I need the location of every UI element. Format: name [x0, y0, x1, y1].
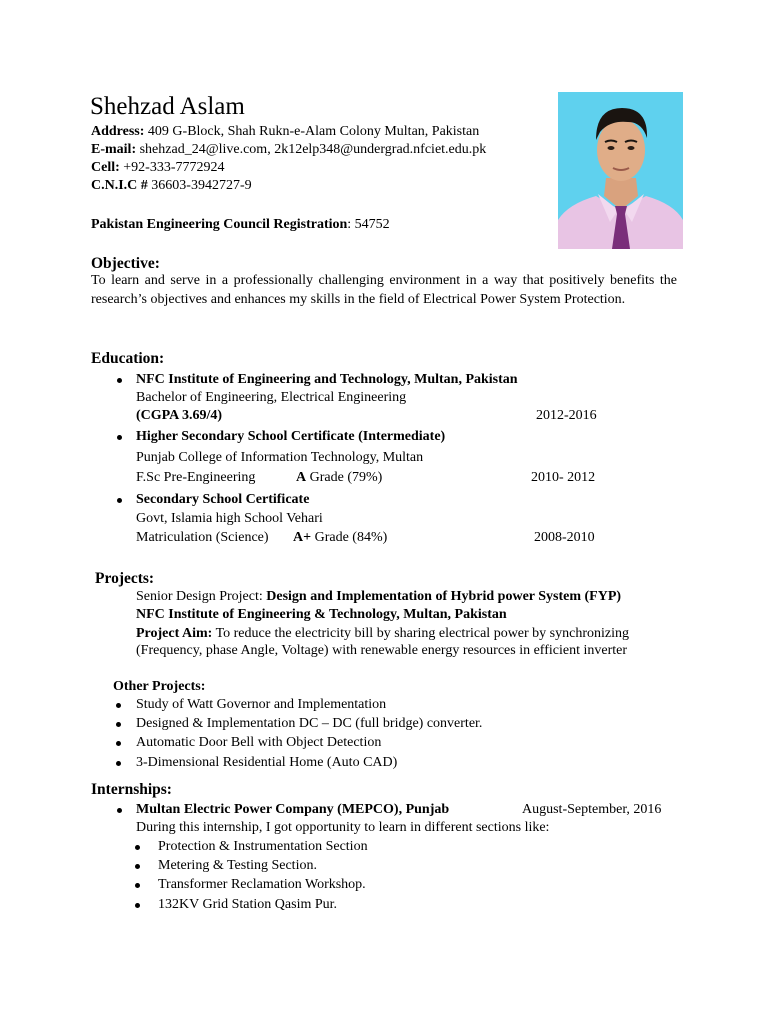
- internship-intro: During this internship, I got opportunity to learn in different sections like:: [136, 820, 550, 835]
- education-heading: Education:: [91, 350, 165, 367]
- address-label: Address:: [91, 124, 145, 139]
- cell-line: [91, 159, 225, 177]
- bullet-icon: [135, 864, 140, 869]
- edu-1-line2: (CGPA 3.69/4): [136, 408, 223, 423]
- projects-heading: Projects:: [95, 570, 155, 587]
- bullet-icon: [117, 498, 122, 503]
- pec-value: : 54752: [347, 217, 390, 232]
- edu-3-years: 2008-2010: [534, 530, 595, 545]
- other-project-4: 3-Dimensional Residential Home (Auto CAD): [136, 755, 398, 770]
- internship-section-3: Transformer Reclamation Workshop.: [158, 877, 366, 892]
- project-aim-line: [136, 626, 629, 642]
- objective-heading: Objective:: [91, 255, 160, 272]
- project-aim-text: To reduce the electricity bill by sharing electrical power by synchronizing: [212, 626, 629, 641]
- project-aim-label: Project Aim:: [136, 626, 213, 641]
- address-line: [91, 123, 479, 141]
- cnic-line: [91, 177, 252, 195]
- internship-section-2: Metering & Testing Section.: [158, 858, 317, 873]
- edu-2-grade: [296, 470, 382, 486]
- edu-3-grade-letter: A+: [293, 530, 312, 545]
- objective-text: To learn and serve in a professionally challenging environment in a way that positively benefits the research’s objectives and enhances my skills in the field of Electrical Power System Protection.: [91, 273, 677, 307]
- portrait-image: [558, 92, 683, 249]
- bullet-icon: [116, 761, 121, 766]
- edu-1-years: 2012-2016: [536, 408, 597, 423]
- profile-photo: [558, 92, 683, 249]
- bullet-icon: [135, 883, 140, 888]
- internship-company: Multan Electric Power Company (MEPCO), Punjab: [136, 802, 450, 817]
- pec-line: [91, 216, 390, 234]
- email-line: [91, 141, 486, 159]
- edu-3-grade: [293, 530, 387, 546]
- internship-section-1: Protection & Instrumentation Section: [158, 839, 368, 854]
- other-project-3: Automatic Door Bell with Object Detection: [136, 735, 382, 750]
- internship-dates: August-September, 2016: [522, 802, 662, 817]
- cell-label: Cell:: [91, 160, 120, 175]
- email-label: E-mail:: [91, 142, 137, 157]
- sdp-title: Design and Implementation of Hybrid power System (FYP): [266, 589, 622, 604]
- edu-2-line2: F.Sc Pre-Engineering: [136, 470, 256, 485]
- sdp-line: [136, 589, 621, 605]
- bullet-icon: [116, 741, 121, 746]
- other-projects-heading: Other Projects:: [113, 679, 206, 694]
- applicant-name: Shehzad Aslam: [90, 93, 245, 120]
- edu-2-grade-letter: A: [296, 470, 307, 485]
- cnic-value: 36603-3942727-9: [147, 178, 252, 193]
- email-value: shehzad_24@live.com, 2k12elp348@undergrad.nfciet.edu.pk: [136, 142, 487, 157]
- internships-heading: Internships:: [91, 781, 172, 798]
- edu-2-grade-text: Grade (79%): [306, 470, 383, 485]
- edu-1-title: NFC Institute of Engineering and Technology, Multan, Pakistan: [136, 372, 518, 387]
- edu-2-title: Higher Secondary School Certificate (Intermediate): [136, 429, 446, 444]
- edu-3-line2: Matriculation (Science): [136, 530, 269, 545]
- sdp-institute: NFC Institute of Engineering & Technology, Multan, Pakistan: [136, 607, 507, 622]
- bullet-icon: [135, 845, 140, 850]
- edu-3-title: Secondary School Certificate: [136, 492, 310, 507]
- project-aim-text-2: (Frequency, phase Angle, Voltage) with renewable energy resources in efficient inverter: [136, 643, 627, 658]
- edu-3-grade-text: Grade (84%): [311, 530, 388, 545]
- bullet-icon: [117, 435, 122, 440]
- bullet-icon: [135, 903, 140, 908]
- pec-label: Pakistan Engineering Council Registration: [91, 217, 348, 232]
- cell-value: +92-333-7772924: [119, 160, 225, 175]
- bullet-icon: [116, 703, 121, 708]
- internship-section-4: 132KV Grid Station Qasim Pur.: [158, 897, 338, 912]
- bullet-icon: [116, 722, 121, 727]
- other-project-2: Designed & Implementation DC – DC (full bridge) converter.: [136, 716, 483, 731]
- edu-2-years: 2010- 2012: [531, 470, 596, 485]
- bullet-icon: [117, 378, 122, 383]
- other-project-1: Study of Watt Governor and Implementation: [136, 697, 387, 712]
- sdp-label: Senior Design Project:: [136, 589, 267, 604]
- address-value: 409 G-Block, Shah Rukn-e-Alam Colony Multan, Pakistan: [144, 124, 480, 139]
- edu-2-line1: Punjab College of Information Technology, Multan: [136, 450, 424, 465]
- edu-1-line1: Bachelor of Engineering, Electrical Engineering: [136, 390, 407, 405]
- bullet-icon: [117, 808, 122, 813]
- cnic-label: C.N.I.C #: [91, 178, 148, 193]
- edu-3-line1: Govt, Islamia high School Vehari: [136, 511, 323, 526]
